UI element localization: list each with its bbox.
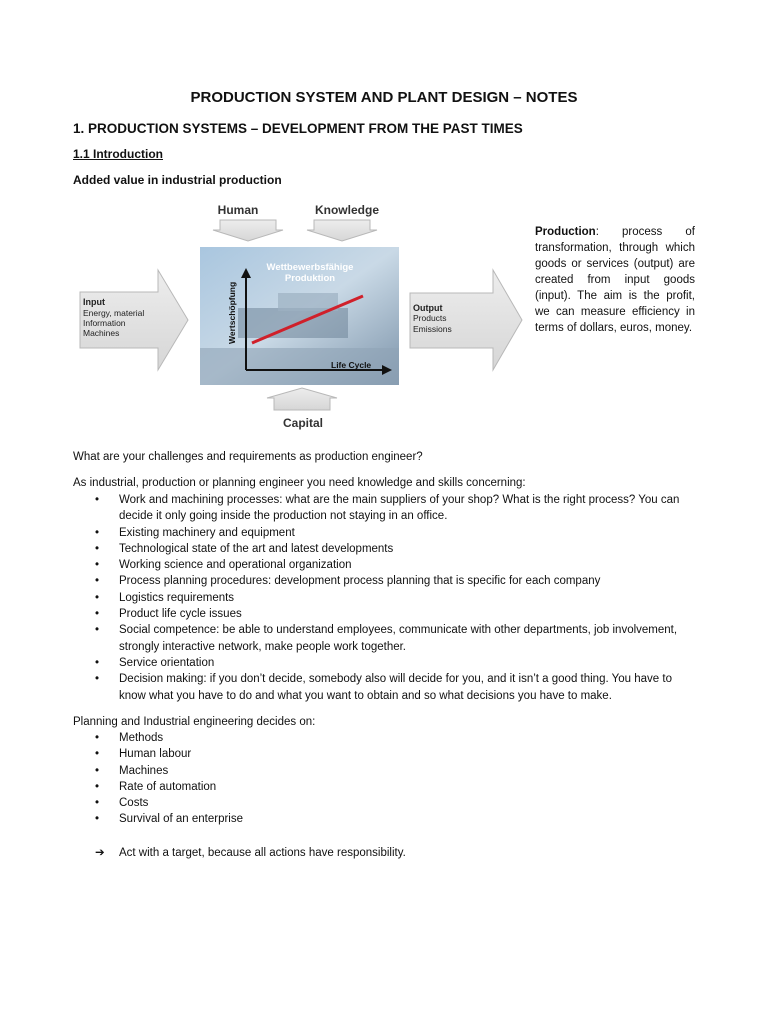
production-definition xyxy=(535,224,695,336)
center-title: Wettbewerbsfähige xyxy=(266,262,354,273)
list-item-text: Machines xyxy=(119,764,169,777)
planning-paragraph: Planning and Industrial engineering decides on: xyxy=(73,716,316,728)
question-paragraph: What are your challenges and requirements as production engineer? xyxy=(73,451,423,463)
bullet: • xyxy=(95,748,100,761)
list-item-text: Rate of automation xyxy=(119,780,217,793)
bullet: • xyxy=(95,797,100,810)
list-item xyxy=(73,557,698,573)
list-item-text: Technological state of the art and latest developments xyxy=(119,542,394,555)
list-item-text: Service orientation xyxy=(119,656,215,669)
x-axis-label: Life Cycle xyxy=(331,360,372,370)
page-title: PRODUCTION SYSTEM AND PLANT DESIGN – NOTES xyxy=(190,89,578,106)
bullet: • xyxy=(95,542,100,555)
bullet: • xyxy=(95,575,100,588)
bullet: • xyxy=(95,624,100,637)
bullet: • xyxy=(95,591,100,604)
list-item xyxy=(73,541,698,557)
bullet: • xyxy=(95,494,100,506)
list-item-text: Work and machining processes: what are the main suppliers of your shop? What is the right process? You can decide it only going inside the production not staying in an office. xyxy=(119,494,680,523)
knowledge-arrow xyxy=(307,220,377,241)
bullet: • xyxy=(95,526,100,539)
capital-label: Capital xyxy=(282,416,324,430)
production-definition-text: : process of transformation, through which goods or services (output) are created from input goods (input). The aim is the profit, we can measure efficiency in terms of dollars, euros, money. xyxy=(535,226,695,334)
list-item xyxy=(73,811,698,827)
list-item-text: Decision making: if you don’t decide, somebody also will decide for you, and it isn’t a good thing. You have to know what you have to do and what you want to obtain and so what decisions you have to make. xyxy=(119,673,672,702)
list-item-text: Survival of an enterprise xyxy=(119,813,244,826)
y-axis-label: Wertschöpfung xyxy=(227,281,237,344)
skills-list xyxy=(73,492,698,704)
input-line: Machines xyxy=(83,328,120,338)
list-item xyxy=(73,730,698,746)
list-item xyxy=(73,573,698,589)
list-item-text: Social competence: be able to understand employees, communicate with other departments, job involvement, strongly interactive network, make people work together. xyxy=(119,624,678,653)
list-item-text: Product life cycle issues xyxy=(119,608,242,621)
decisions-list xyxy=(73,730,698,828)
bullet: • xyxy=(95,673,100,686)
list-item-text: Costs xyxy=(119,797,149,810)
list-item xyxy=(73,795,698,811)
subsection-heading: 1.1 Introduction xyxy=(73,147,163,161)
list-item xyxy=(73,525,698,541)
list-item-text: Methods xyxy=(119,732,164,744)
intro-paragraph: As industrial, production or planning engineer you need knowledge and skills concerning: xyxy=(73,477,526,489)
input-line: Energy, material xyxy=(83,308,145,318)
list-item-text: Existing machinery and equipment xyxy=(119,526,295,539)
conclusion-text: Act with a target, because all actions have responsibility. xyxy=(119,847,406,859)
list-item xyxy=(73,779,698,795)
list-item xyxy=(73,746,698,762)
input-title: Input xyxy=(83,297,105,307)
bullet: • xyxy=(95,559,100,572)
capital-arrow xyxy=(267,388,337,410)
figure-heading: Added value in industrial production xyxy=(73,173,282,187)
human-arrow xyxy=(213,220,283,241)
output-line: Products xyxy=(413,313,447,323)
human-label: Human xyxy=(217,203,259,217)
production-term: Production xyxy=(535,226,596,238)
output-line: Emissions xyxy=(413,324,452,334)
list-item-text: Process planning procedures: development process planning that is specific for each company xyxy=(119,575,601,588)
list-item xyxy=(73,590,698,606)
center-title: Produktion xyxy=(284,273,336,284)
bullet: • xyxy=(95,813,100,826)
bullet: • xyxy=(95,732,100,744)
list-item-text: Working science and operational organization xyxy=(119,559,352,572)
bullet: • xyxy=(95,656,100,669)
list-item xyxy=(73,606,698,622)
right-arrow-icon: ➔ xyxy=(95,847,105,859)
list-item xyxy=(73,622,698,655)
section-heading: 1. PRODUCTION SYSTEMS – DEVELOPMENT FROM THE PAST TIMES xyxy=(73,121,523,136)
bullet: • xyxy=(95,780,100,793)
conclusion-line xyxy=(95,845,406,859)
bullet: • xyxy=(95,764,100,777)
list-item-text: Human labour xyxy=(119,748,192,761)
input-line: Information xyxy=(83,318,126,328)
list-item xyxy=(73,763,698,779)
output-title: Output xyxy=(413,303,443,313)
list-item xyxy=(73,671,698,704)
bullet: • xyxy=(95,608,100,621)
added-value-diagram xyxy=(78,198,526,434)
knowledge-label: Knowledge xyxy=(314,203,380,217)
list-item-text: Logistics requirements xyxy=(119,591,235,604)
list-item xyxy=(73,655,698,671)
list-item xyxy=(73,492,698,525)
